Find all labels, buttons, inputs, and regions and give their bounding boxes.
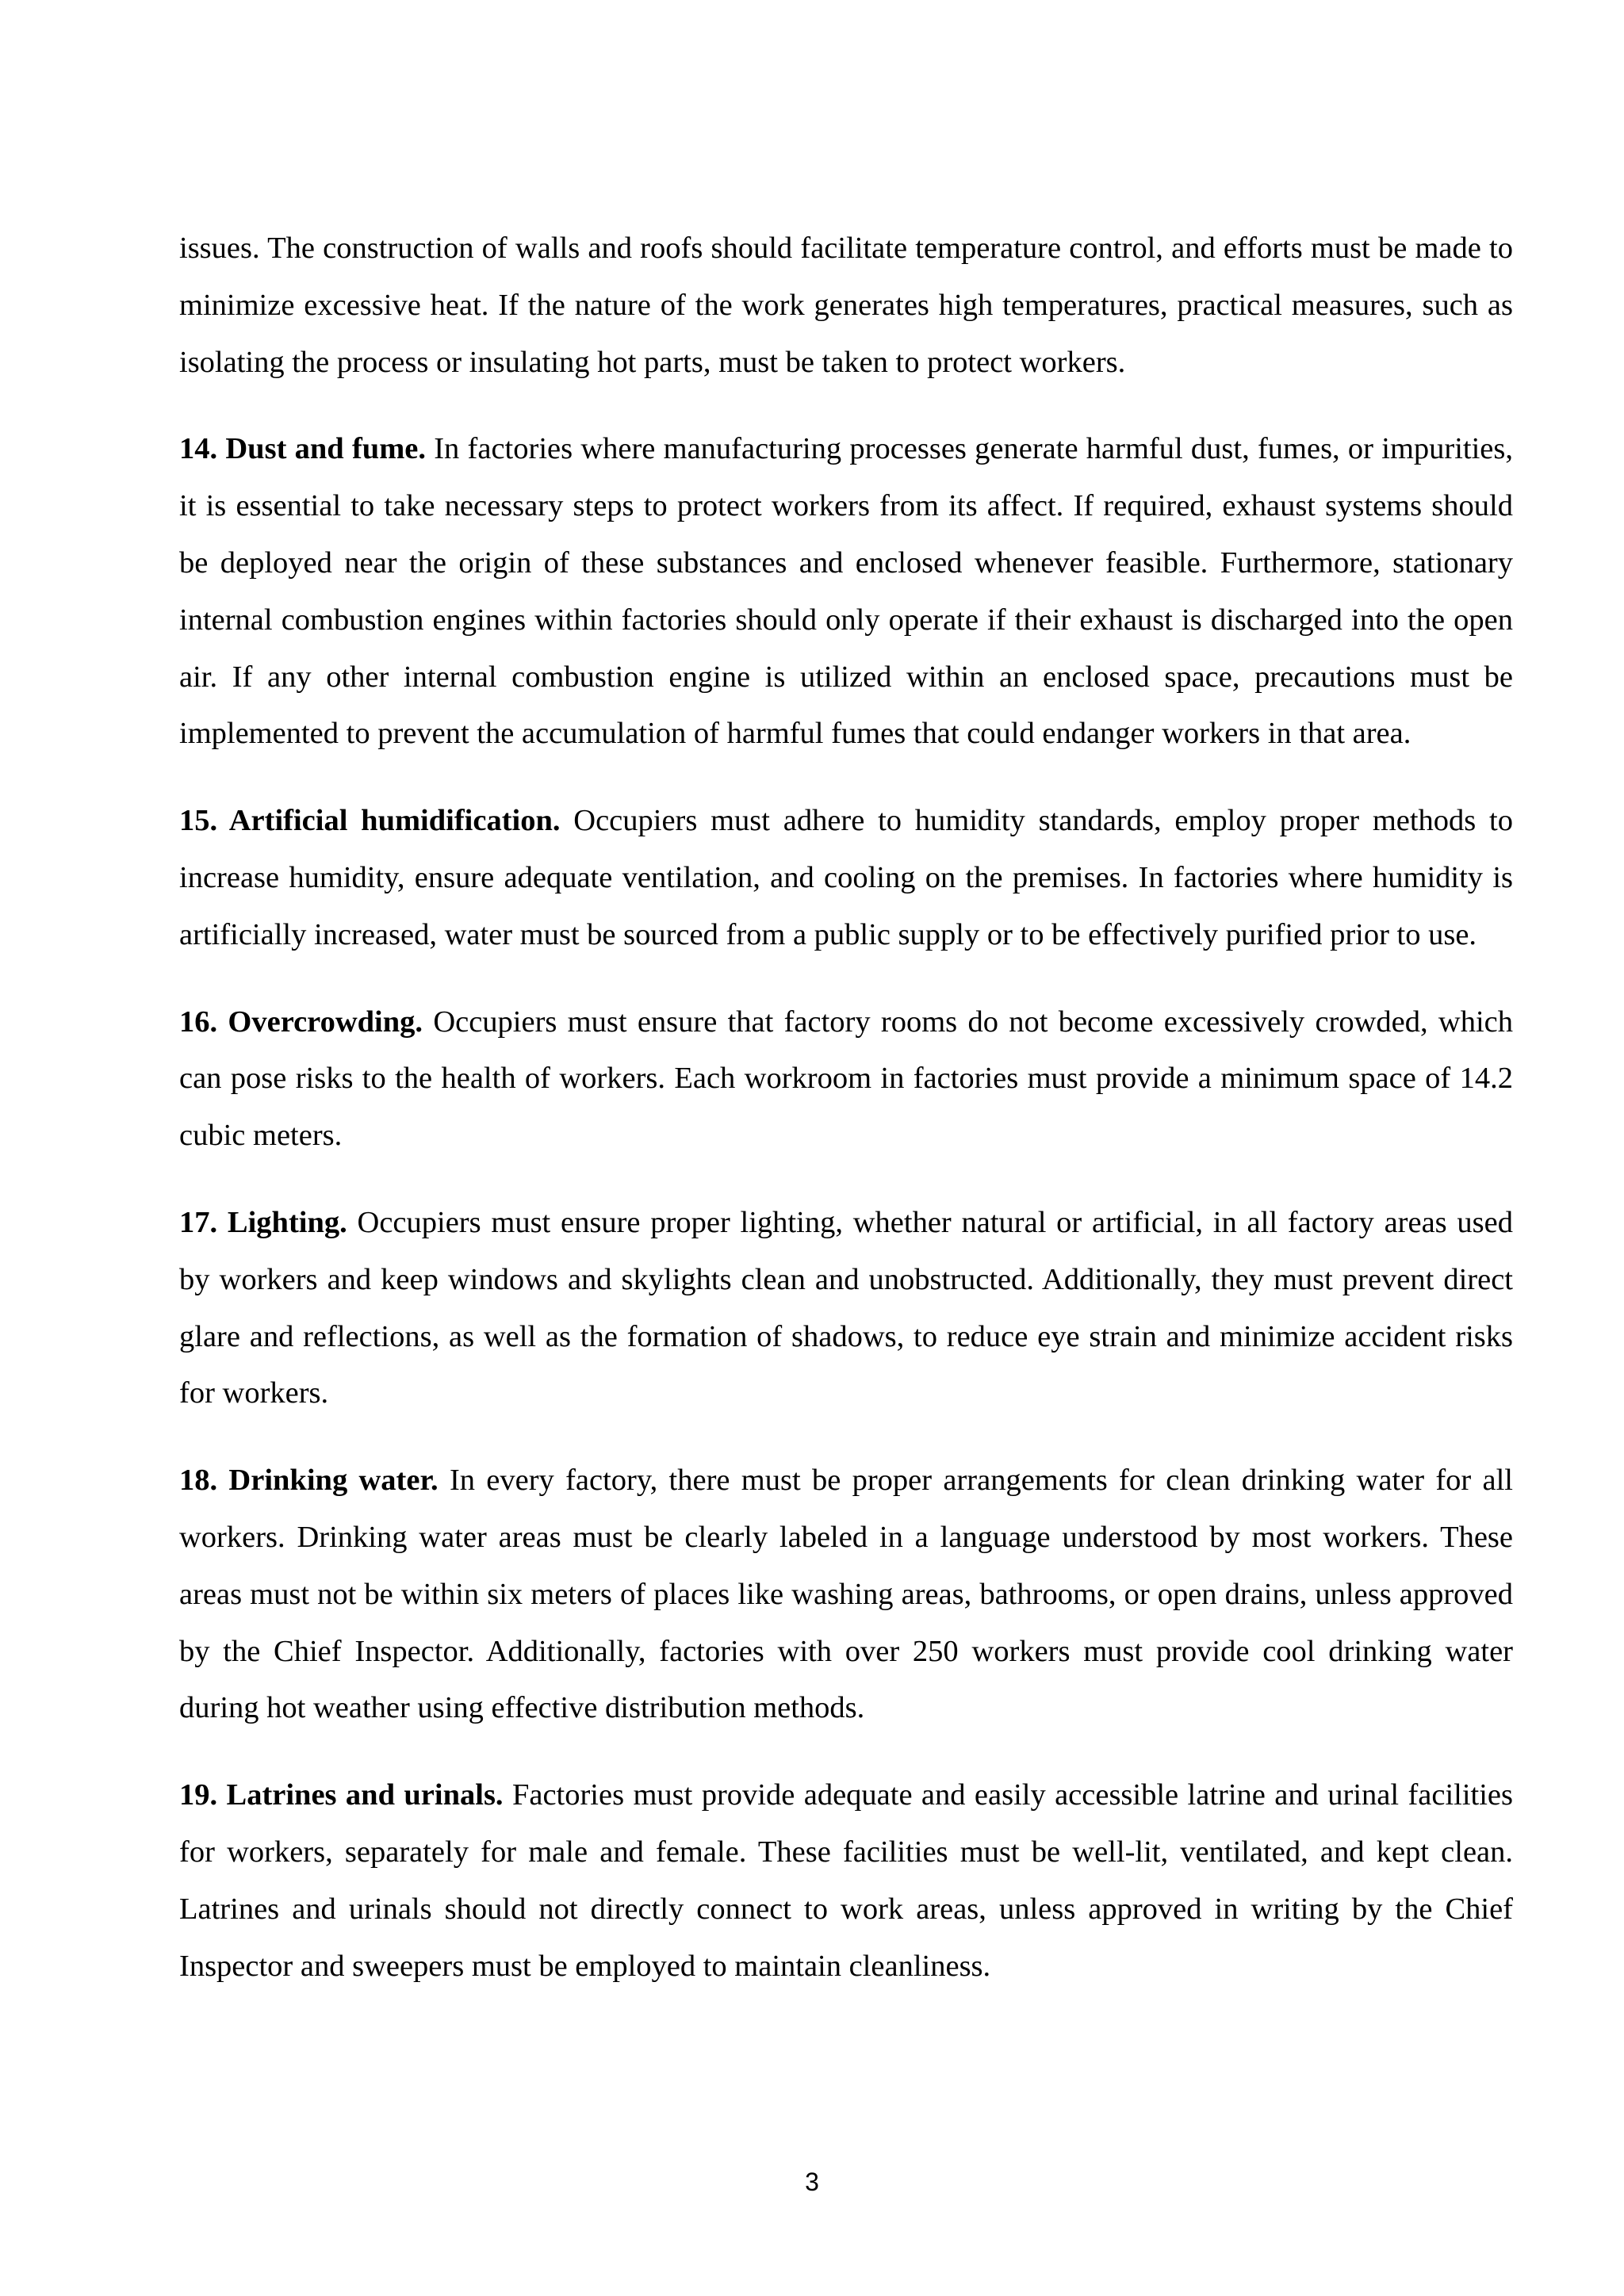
section-17-lighting [179, 1195, 1513, 1422]
section-heading: 19. Latrines and urinals. [179, 1778, 504, 1812]
section-text: Factories must provide adequate and easily accessible latrine and urinal facilities for workers, separately for male and female. These facilities must be well-lit, ventilated, and kept clean. Latrines and urinals should not directly connect to work areas, unless approved in writing by the Chief Inspector and sweepers must be employed to maintain cleanliness. [179, 1778, 1513, 1983]
section-text: In factories where manufacturing processes generate harmful dust, fumes, or impurities, it is essential to take necessary steps to protect workers from its affect. If required, exhaust systems should be deployed near the origin of these substances and enclosed whenever feasible. Furthermore, stationary internal combustion engines within factories should only operate if their exhaust is discharged into the open air. If any other internal combustion engine is utilized within an enclosed space, precautions must be implemented to prevent the accumulation of harmful fumes that could endanger workers in that area. [179, 432, 1513, 751]
section-15-artificial-humidification [179, 793, 1513, 963]
document-body [179, 220, 1513, 1995]
section-heading: 18. Drinking water. [179, 1464, 439, 1498]
section-18-drinking-water [179, 1452, 1513, 1737]
section-text: In every factory, there must be proper arrangements for clean drinking water for all workers. Drinking water areas must be clearly labeled in a language understood by most workers. These areas must not be within six meters of places like washing areas, bathrooms, or open drains, unless approved by the Chief Inspector. Additionally, factories with over 250 workers must provide cool drinking water during hot weather using effective distribution methods. [179, 1464, 1513, 1725]
section-14-dust-and-fume [179, 421, 1513, 763]
section-text: Occupiers must ensure that factory rooms do not become excessively crowded, which can pose risks to the health of workers. Each workroom in factories must provide a minimum space of 14.2 cubic meters. [179, 1004, 1514, 1153]
section-heading: 17. Lighting. [179, 1205, 347, 1239]
section-16-overcrowding [179, 994, 1513, 1165]
page-number: 3 [805, 2168, 819, 2196]
paragraph-continuation-heat [179, 220, 1513, 391]
section-19-latrines-and-urinals [179, 1767, 1513, 1995]
paragraph-text: issues. The construction of walls and roofs should facilitate temperature control, and efforts must be made to minimize excessive heat. If the nature of the work generates high temperatures, practical measures, such as isolating the process or insulating hot parts, must be taken to protect workers. [179, 232, 1513, 379]
section-text: Occupiers must ensure proper lighting, whether natural or artificial, in all factory areas used by workers and keep windows and skylights clean and unobstructed. Additionally, they must prevent direct glare and reflections, as well as the formation of shadows, to reduce eye strain and minimize accident risks for workers. [179, 1205, 1513, 1410]
section-heading: 16. Overcrowding. [179, 1004, 423, 1039]
section-heading: 15. Artificial humidification. [179, 804, 561, 838]
section-heading: 14. Dust and fume. [179, 432, 426, 466]
section-text: Occupiers must adhere to humidity standards, employ proper methods to increase humidity, ensure adequate ventilation, and cooling on the premises. In factories where humidity is artificially increased, water must be sourced from a public supply or to be effectively purified prior to use. [179, 804, 1513, 951]
